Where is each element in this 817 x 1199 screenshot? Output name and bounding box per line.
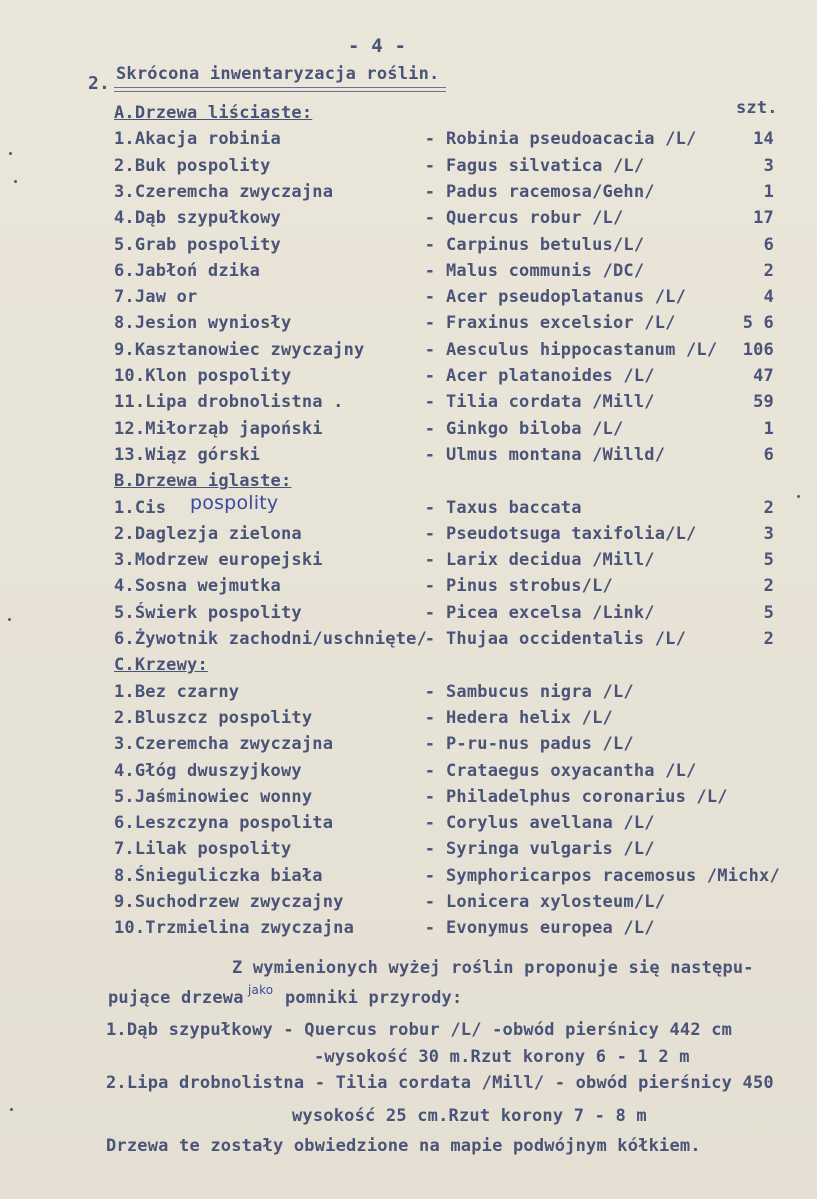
monument-item-2-line-a: 2.Lipa drobnolistna - Tilia cordata /Mill/ - obwód pierśnicy 450 — [106, 1073, 774, 1093]
plant-latin-name: Evonymus europea /L/ — [446, 918, 655, 939]
plant-count: 6 — [763, 234, 774, 255]
plant-count: 17 — [753, 208, 774, 229]
plant-latin-name: Ginkgo biloba /L/ — [446, 418, 624, 439]
separator-dash: - — [424, 734, 436, 755]
separator-dash: - — [424, 444, 436, 465]
plant-polish-name: 2.Daglezja zielona — [114, 523, 302, 544]
separator-dash: - — [424, 550, 436, 571]
plant-count: 3 — [763, 523, 774, 544]
plant-polish-name: 3.Modrzew europejski — [114, 550, 323, 571]
plant-polish-name: 5.Grab pospolity — [114, 234, 281, 255]
plant-latin-name: Pinus strobus/L/ — [446, 576, 613, 597]
plant-latin-name: Malus communis /DC/ — [446, 260, 645, 281]
plant-latin-name: Padus racemosa/Gehn/ — [446, 181, 655, 202]
plant-latin-name: Robinia pseudoacacia /L/ — [446, 129, 697, 150]
separator-dash: - — [424, 181, 436, 202]
separator-dash: - — [424, 839, 436, 860]
separator-dash: - — [424, 707, 436, 728]
plant-polish-name: 9.Suchodrzew zwyczajny — [114, 892, 344, 912]
closing-sentence: Drzewa te zostały obwiedzione na mapie podwójnym kółkiem. — [106, 1136, 701, 1156]
plant-count: 2 — [763, 260, 774, 281]
separator-dash: - — [424, 234, 436, 255]
plant-polish-name: 4.Dąb szypułkowy — [114, 208, 281, 229]
monument-item-1-line-b: -wysokość 30 m.Rzut korony 6 - 1 2 m — [314, 1047, 690, 1067]
plant-polish-name: 2.Bluszcz pospolity — [114, 707, 313, 728]
plant-latin-name: Hedera helix /L/ — [446, 707, 613, 728]
plant-polish-name: 9.Kasztanowiec zwyczajny — [114, 339, 365, 360]
plant-count: 59 — [753, 392, 774, 413]
plant-count: 6 — [763, 444, 774, 465]
plant-latin-name: Acer pseudoplatanus /L/ — [446, 287, 687, 308]
plant-polish-name: 12.Miłorząb japoński — [114, 418, 323, 439]
separator-dash: - — [424, 313, 436, 334]
plant-latin-name: Taxus baccata — [446, 497, 582, 518]
plant-latin-name: Carpinus betulus/L/ — [446, 234, 645, 255]
plant-polish-name: 3.Czeremcha zwyczajna — [114, 181, 334, 202]
monument-item-1-line-a: 1.Dąb szypułkowy - Quercus robur /L/ -obwód pierśnicy 442 cm — [106, 1020, 733, 1040]
separator-dash: - — [424, 497, 436, 518]
separator-dash: - — [424, 576, 436, 597]
plant-polish-name: 1.Bez czarny — [114, 681, 240, 702]
plant-polish-name: 8.Jesion wyniosły — [114, 313, 292, 334]
handwritten-insert-jako: jako — [248, 983, 274, 997]
separator-dash: - — [424, 260, 436, 281]
margin-mark — [14, 180, 17, 183]
paragraph-line-1: Z wymienionych wyżej roślin proponuje się następu- — [232, 958, 754, 978]
plant-latin-name: Symphoricarpos racemosus /Michx/ — [446, 865, 780, 886]
margin-mark — [10, 1108, 13, 1111]
plant-latin-name: Quercus robur /L/ — [446, 208, 624, 229]
plant-count: 1 — [763, 418, 774, 439]
group-heading: C.Krzewy: — [114, 655, 208, 676]
separator-dash: - — [424, 287, 436, 308]
plant-polish-name: 4.Sosna wejmutka — [114, 576, 281, 597]
plant-polish-name: 6.Leszczyna pospolita — [114, 813, 334, 834]
plant-latin-name: Picea excelsa /Link/ — [446, 602, 655, 623]
margin-mark — [797, 495, 800, 498]
section-title: Skrócona inwentaryzacja roślin. — [116, 64, 440, 84]
separator-dash: - — [424, 760, 436, 781]
separator-dash: - — [424, 892, 436, 912]
plant-polish-name: 10.Klon pospolity — [114, 366, 292, 386]
paragraph-line-2a: pujące drzewa — [108, 988, 244, 1008]
plant-count: 47 — [753, 366, 774, 386]
margin-mark — [8, 618, 11, 621]
plant-count: 14 — [753, 129, 774, 150]
plant-count: 106 — [742, 339, 774, 360]
plant-latin-name: Acer platanoides /L/ — [446, 366, 655, 386]
plant-latin-name: Larix decidua /Mill/ — [446, 550, 655, 571]
plant-polish-name: 10.Trzmielina zwyczajna — [114, 918, 355, 939]
plant-latin-name: Lonicera xylosteum/L/ — [446, 892, 666, 912]
plant-polish-name: 4.Głóg dwuszyjkowy — [114, 760, 302, 781]
separator-dash: - — [424, 786, 436, 807]
plant-latin-name: Aesculus hippocastanum /L/ — [446, 339, 718, 360]
plant-latin-name: P-ru-nus padus /L/ — [446, 734, 634, 755]
page-number: - 4 - — [348, 35, 407, 57]
plant-count: 2 — [763, 629, 774, 649]
plant-polish-name: 2.Buk pospolity — [114, 155, 271, 176]
separator-dash: - — [424, 918, 436, 939]
separator-dash: - — [424, 366, 436, 386]
plant-count: 3 — [763, 155, 774, 176]
plant-polish-name: 1.Akacja robinia — [114, 129, 281, 150]
separator-dash: - — [424, 392, 436, 413]
plant-latin-name: Ulmus montana /Willd/ — [446, 444, 666, 465]
plant-polish-name: 5.Jaśminowiec wonny — [114, 786, 313, 807]
separator-dash: - — [424, 339, 436, 360]
plant-latin-name: Pseudotsuga taxifolia/L/ — [446, 523, 697, 544]
separator-dash: - — [424, 602, 436, 623]
plant-polish-name: 8.Śnieguliczka biała — [114, 865, 323, 886]
separator-dash: - — [424, 865, 436, 886]
separator-dash: - — [424, 813, 436, 834]
plant-latin-name: Syringa vulgaris /L/ — [446, 839, 655, 860]
separator-dash: - — [424, 629, 436, 649]
plant-polish-name: 3.Czeremcha zwyczajna — [114, 734, 334, 755]
plant-count: 5 — [763, 602, 774, 623]
monument-item-2-line-b: wysokość 25 cm.Rzut korony 7 - 8 m — [292, 1106, 647, 1126]
plant-latin-name: Fraxinus excelsior /L/ — [446, 313, 676, 334]
plant-count: 2 — [763, 497, 774, 518]
column-unit-label: szt. — [736, 98, 778, 118]
separator-dash: - — [424, 523, 436, 544]
plant-polish-name: 7.Lilak pospolity — [114, 839, 292, 860]
plant-latin-name: Sambucus nigra /L/ — [446, 681, 634, 702]
plant-polish-name: 1.Cis — [114, 497, 167, 518]
separator-dash: - — [424, 208, 436, 229]
separator-dash: - — [424, 418, 436, 439]
plant-count: 1 — [763, 181, 774, 202]
plant-count: 5 6 — [742, 313, 774, 334]
plant-polish-name: 6.Jabłoń dzika — [114, 260, 261, 281]
section-number: 2. — [88, 73, 111, 94]
plant-polish-name: 5.Świerk pospolity — [114, 602, 302, 623]
plant-latin-name: Crataegus oxyacantha /L/ — [446, 760, 697, 781]
separator-dash: - — [424, 129, 436, 150]
separator-dash: - — [424, 155, 436, 176]
plant-count: 2 — [763, 576, 774, 597]
plant-latin-name: Fagus silvatica /L/ — [446, 155, 645, 176]
separator-dash: - — [424, 681, 436, 702]
group-heading: A.Drzewa liściaste: — [114, 103, 313, 123]
margin-mark — [9, 152, 12, 155]
plant-polish-name: 7.Jaw or — [114, 287, 198, 308]
plant-latin-name: Philadelphus coronarius /L/ — [446, 786, 728, 807]
plant-count: 4 — [763, 287, 774, 308]
plant-latin-name: Corylus avellana /L/ — [446, 813, 655, 834]
plant-count: 5 — [763, 550, 774, 571]
plant-latin-name: Tilia cordata /Mill/ — [446, 392, 655, 413]
group-heading: B.Drzewa iglaste: — [114, 471, 292, 492]
plant-polish-name: 6.Żywotnik zachodni/uschnięte/ — [114, 629, 428, 649]
title-double-underline — [114, 87, 446, 92]
handwritten-note: pospolity — [190, 491, 279, 514]
paragraph-line-2b: pomniki przyrody: — [285, 988, 463, 1008]
plant-polish-name: 11.Lipa drobnolistna . — [114, 392, 344, 413]
plant-latin-name: Thujaa occidentalis /L/ — [446, 629, 687, 649]
plant-polish-name: 13.Wiąz górski — [114, 444, 261, 465]
